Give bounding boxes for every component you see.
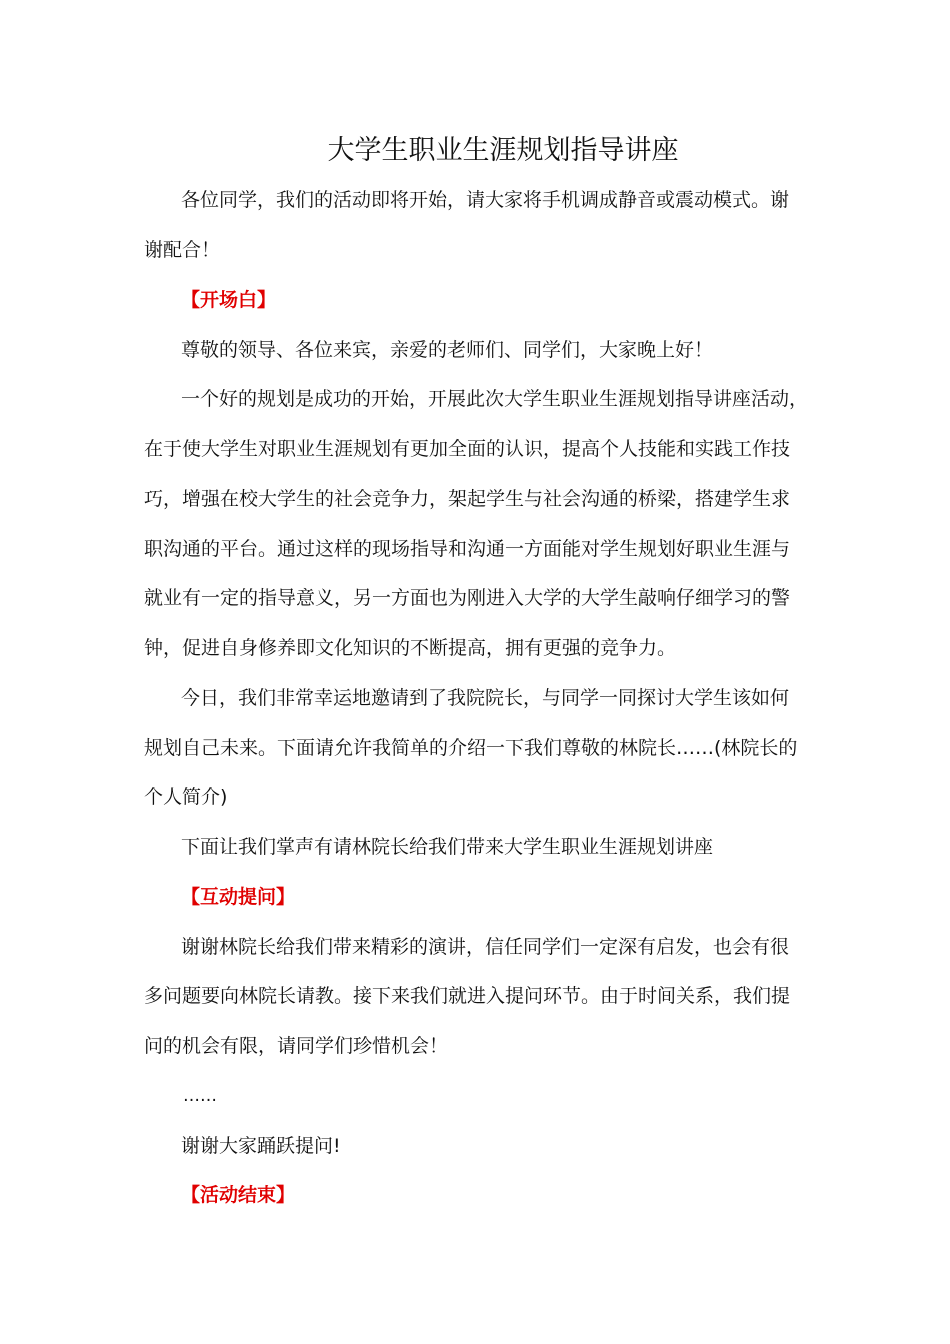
paragraph-line: 谢配合！ <box>144 239 221 261</box>
paragraph-line: 职沟通的平台。通过这样的现场指导和沟通一方面能对学生规划好职业生涯与 <box>144 538 791 560</box>
section-heading-opening: 【开场白】 <box>181 289 277 311</box>
paragraph-line: 各位同学，我们的活动即将开始，请大家将手机调成静音或震动模式。谢 <box>181 189 790 211</box>
paragraph-line: 规划自己未来。下面请允许我简单的介绍一下我们尊敬的林院长……(林院长的 <box>144 737 798 759</box>
paragraph-line: 钟，促进自身修养即文化知识的不断提高，拥有更强的竞争力。 <box>144 637 677 659</box>
paragraph-line: 多问题要向林院长请教。接下来我们就进入提问环节。由于时间关系，我们提 <box>144 985 791 1007</box>
section-heading-closing: 【活动结束】 <box>181 1184 296 1206</box>
paragraph-line: 今日，我们非常幸运地邀请到了我院院长，与同学一同探讨大学生该如何 <box>181 687 790 709</box>
paragraph-line: 下面让我们掌声有请林院长给我们带来大学生职业生涯规划讲座 <box>181 836 714 858</box>
paragraph-line: 谢谢大家踊跃提问! <box>181 1135 341 1157</box>
paragraph-line: 个人简介) <box>144 786 228 808</box>
paragraph-line: 尊敬的领导、各位来宾，亲爱的老师们、同学们，大家晚上好！ <box>181 339 714 361</box>
paragraph-line: 问的机会有限，请同学们珍惜机会！ <box>144 1035 449 1057</box>
paragraph-line: 在于使大学生对职业生涯规划有更加全面的认识，提高个人技能和实践工作技 <box>144 438 791 460</box>
paragraph-line: 巧，增强在校大学生的社会竞争力，架起学生与社会沟通的桥梁，搭建学生求 <box>144 488 791 510</box>
ellipsis-line: …… <box>183 1086 217 1106</box>
paragraph-line: 就业有一定的指导意义，另一方面也为刚进入大学的大学生敲响仔细学习的警 <box>144 587 791 609</box>
paragraph-line: 一个好的规划是成功的开始，开展此次大学生职业生涯规划指导讲座活动， <box>181 388 809 410</box>
document-title: 大学生职业生涯规划指导讲座 <box>327 135 679 166</box>
paragraph-line: 谢谢林院长给我们带来精彩的演讲，信任同学们一定深有启发，也会有很 <box>181 936 790 958</box>
section-heading-qa: 【互动提问】 <box>181 886 296 908</box>
